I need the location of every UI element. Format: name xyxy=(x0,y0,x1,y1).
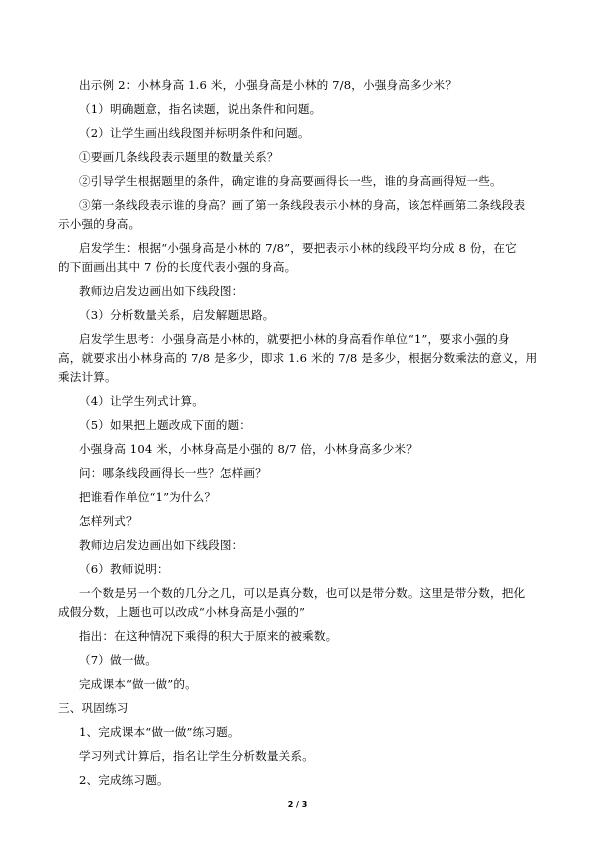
complete-textbook: 完成课本“做一做”的。 xyxy=(79,677,197,691)
think-prompt: 启发学生思考：小强身高是小林的，就要把小林的身高看作单位“1”，要求小强的身 xyxy=(79,332,510,346)
question-3: ③第一条线段表示谁的身高？画了第一条线段表示小林的身高，该怎样画第二条线段表 xyxy=(79,198,526,212)
variant-problem: 小强身高 104 米，小林身高是小强的 8/7 倍，小林身高多少米？ xyxy=(79,442,418,456)
question-3-continued: 示小强的身高。 xyxy=(58,217,141,231)
prompt-students: 启发学生：根据“小强身高是小林的 7/8”，要把表示小林的线段平均分成 8 份，在它 xyxy=(79,241,517,255)
section-heading-practice: 三、巩固练习 xyxy=(58,701,129,715)
explanation-continued: 成假分数，上题也可以改成“小林身高是小强的” xyxy=(58,605,306,619)
practice-1-note: 学习列式计算后，指名让学生分析数量关系。 xyxy=(79,749,314,763)
teacher-draws-diagram-2: 教师边启发边画出如下线段图： xyxy=(79,538,244,552)
teacher-draws-diagram-1: 教师边启发边画出如下线段图： xyxy=(79,284,244,298)
ask-which-longer: 问：哪条线段画得长一些？怎样画？ xyxy=(79,466,267,480)
point-out: 指出：在这种情况下乘得的积大于原来的被乘数。 xyxy=(79,629,338,643)
ask-unit-one: 把谁看作单位“1”为什么？ xyxy=(79,490,217,504)
explanation: 一个数是另一个数的几分之几，可以是真分数，也可以是带分数。这里是带分数，把化 xyxy=(79,586,526,600)
think-prompt-end: 乘法计算。 xyxy=(58,370,117,384)
practice-2: 2、完成练习题。 xyxy=(79,773,169,787)
prompt-students-continued: 的下面画出其中 7 份的长度代表小强的身高。 xyxy=(58,260,297,274)
step-4: （4）让学生列式计算。 xyxy=(79,394,204,408)
step-1: （1）明确题意，指名读题，说出条件和问题。 xyxy=(79,102,322,116)
question-1: ①要画几条线段表示题里的数量关系？ xyxy=(79,150,279,164)
step-6: （6）教师说明： xyxy=(79,562,169,576)
question-2: ②引导学生根据题里的条件，确定谁的身高要画得长一些，谁的身高画得短一些。 xyxy=(79,174,502,188)
step-5: （5）如果把上题改成下面的题： xyxy=(79,418,251,432)
think-prompt-continued: 高，就要求出小林身高的 7/8 是多少，即求 1.6 米的 7/8 是多少，根据分数乘法的意义，用 xyxy=(58,351,538,365)
step-3: （3）分析数量关系，启发解题思路。 xyxy=(79,308,275,322)
practice-1: 1、完成课本“做一做”练习题。 xyxy=(79,725,240,739)
ask-equation: 怎样列式？ xyxy=(79,514,138,528)
step-7: （7）做一做。 xyxy=(79,653,157,667)
example-2-statement: 出示例 2：小林身高 1.6 米，小强身高是小林的 7/8，小强身高多少米？ xyxy=(79,78,457,92)
step-2: （2）让学生画出线段图并标明条件和问题。 xyxy=(79,126,310,140)
page-number: 2 / 3 xyxy=(287,800,308,809)
